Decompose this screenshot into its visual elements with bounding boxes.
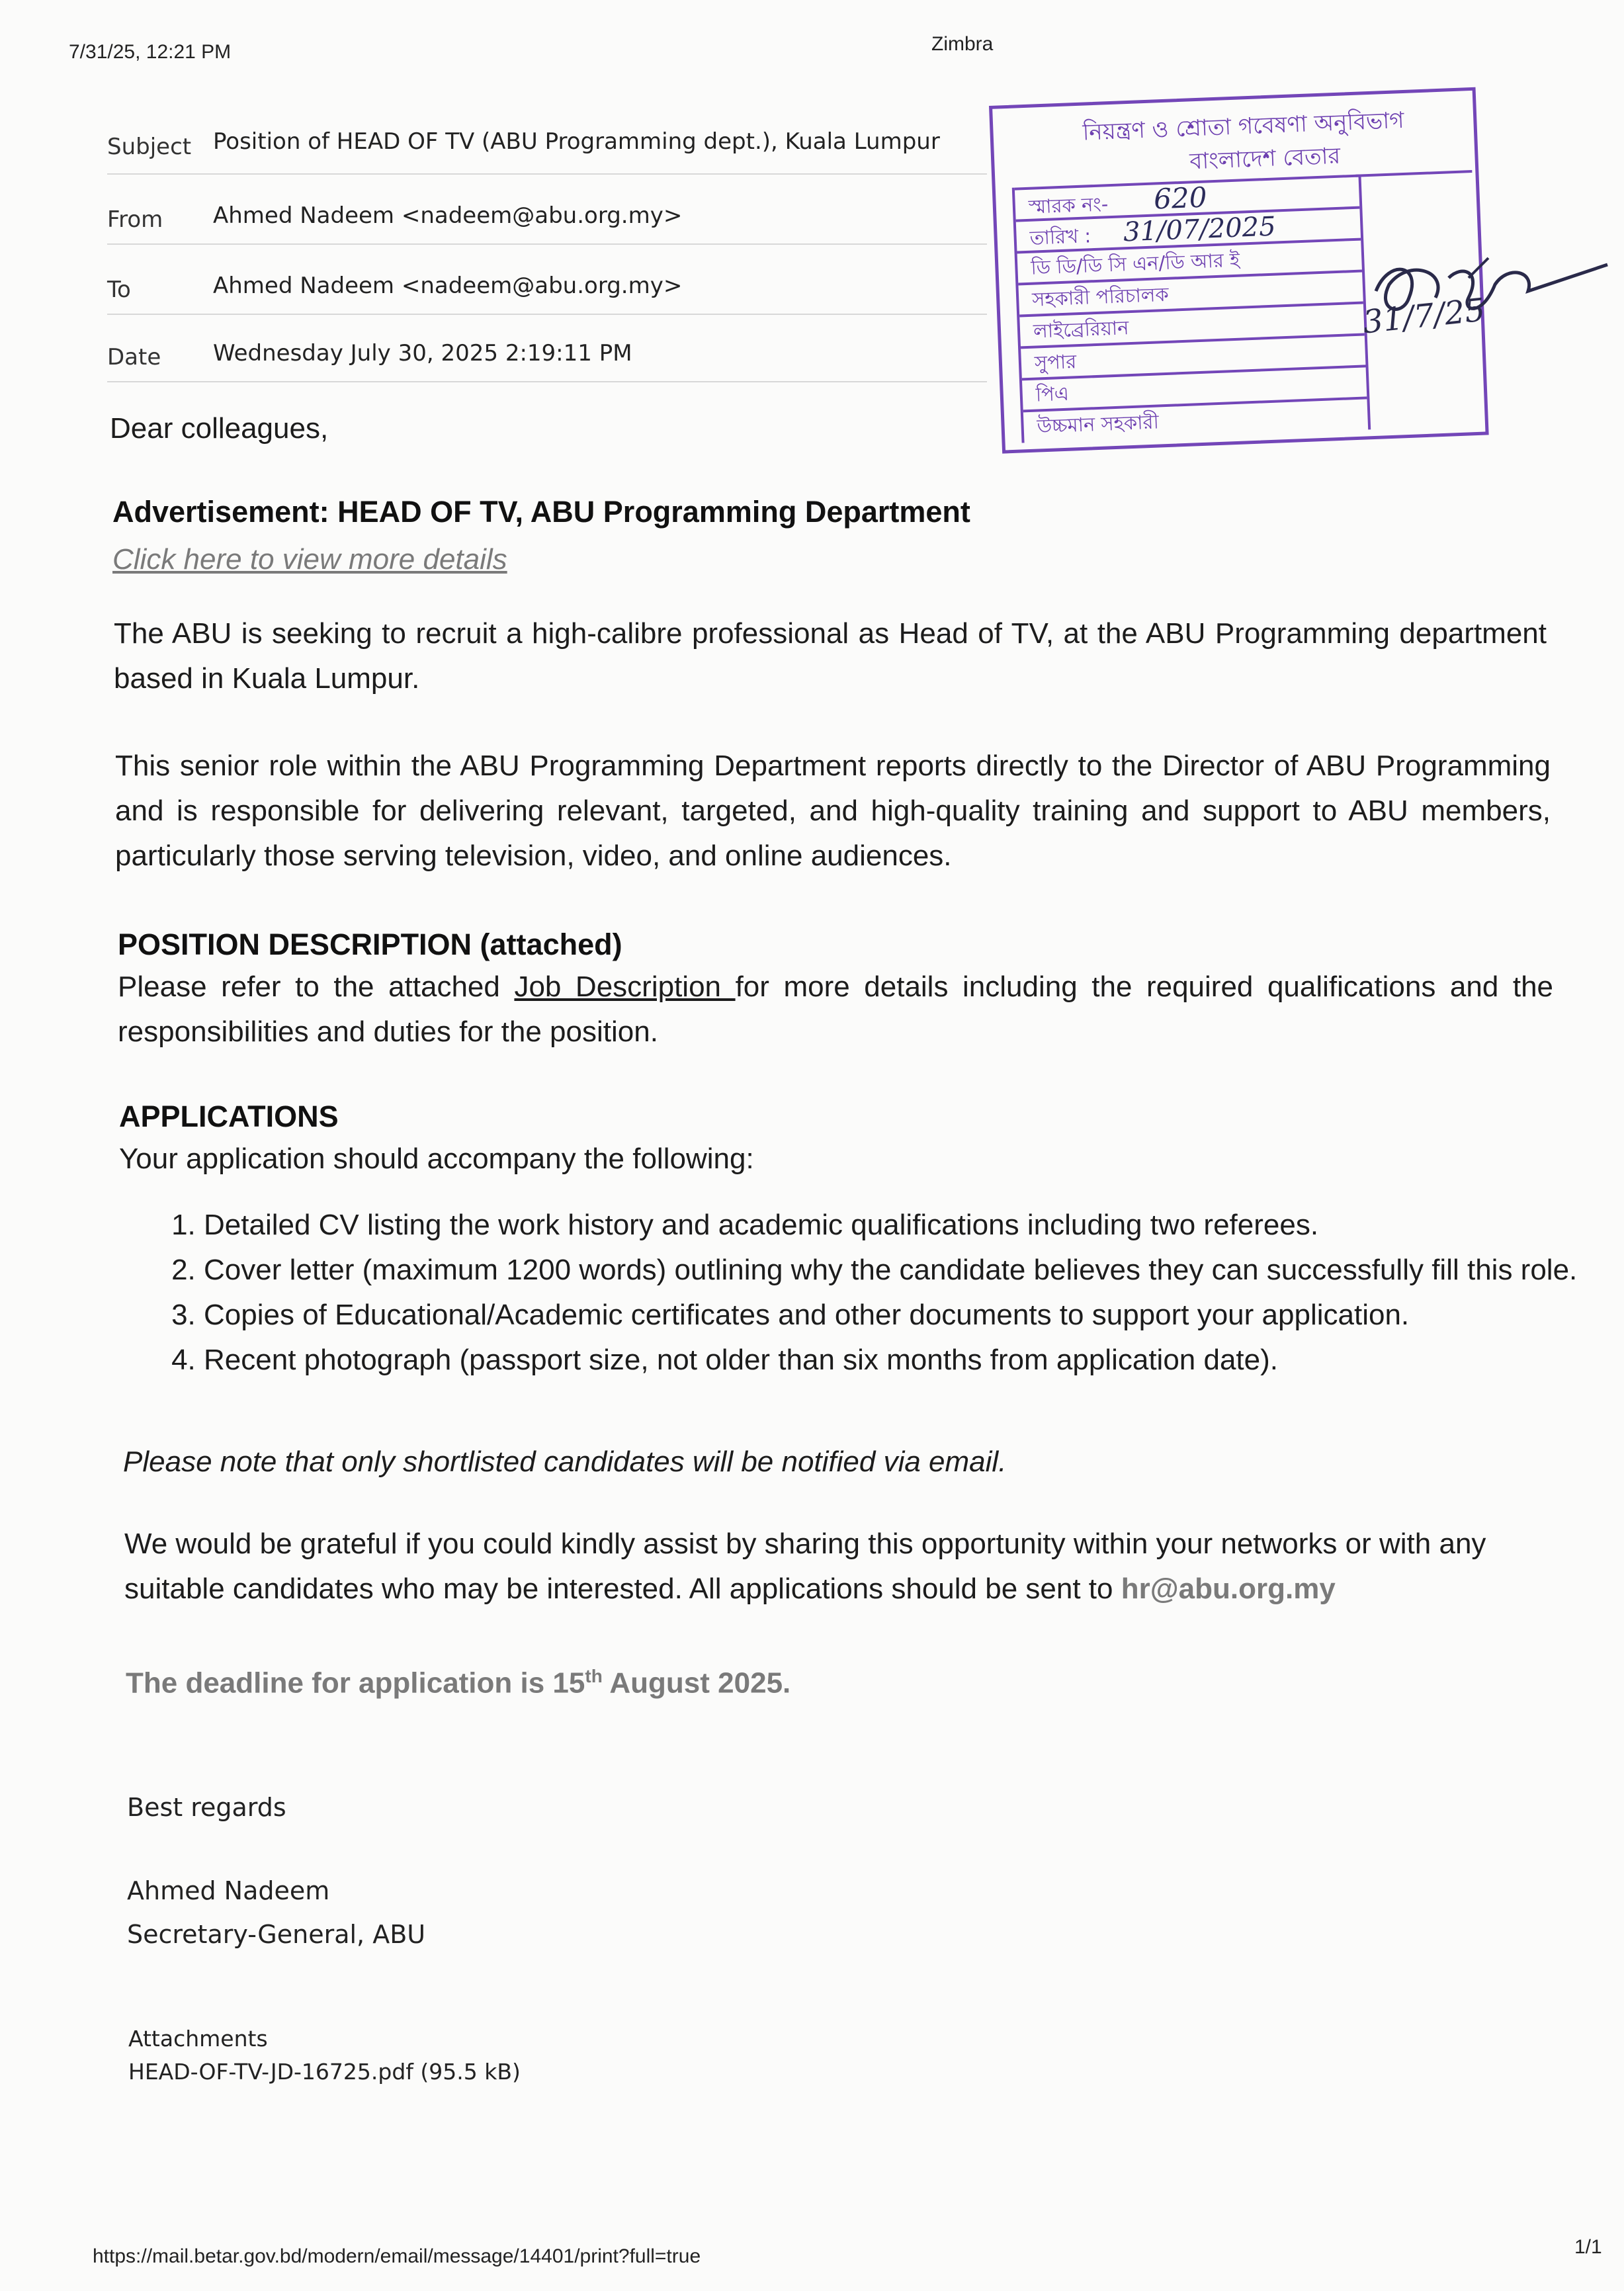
date-label: Date	[107, 344, 161, 370]
stamp-handwritten-date: 31/07/2025	[1123, 211, 1277, 248]
subject-label: Subject	[107, 134, 192, 160]
list-item: 2. Cover letter (maximum 1200 words) outlining why the candidate believes they can successfully fill this role.	[204, 1248, 1624, 1293]
position-paragraph: Please refer to the attached Job Description for more details including the required qualifications and the responsibilities and duties for the position.	[118, 971, 1554, 1048]
from-value: Ahmed Nadeem <nadeem@abu.org.my>	[213, 202, 683, 229]
sender-title: Secretary-General, ABU	[127, 1920, 426, 1949]
list-item: 3. Copies of Educational/Academic certificates and other documents to support your application.	[204, 1293, 1624, 1338]
stamp-row: পিএ	[1035, 382, 1070, 406]
date-value: Wednesday July 30, 2025 2:19:11 PM	[213, 340, 632, 367]
from-label: From	[107, 206, 163, 233]
sender-name: Ahmed Nadeem	[127, 1876, 330, 1905]
attachment-file[interactable]: HEAD-OF-TV-JD-16725.pdf (95.5 kB)	[128, 2059, 521, 2085]
intro-paragraph: The ABU is seeking to recruit a high-calibre professional as Head of TV, at the ABU Programming department based in Kuala Lumpur.	[114, 617, 1547, 695]
stamp-title-line1: নিয়ন্ত্রণ ও শ্রোতা গবেষণা অনুবিভাগ	[1082, 107, 1405, 146]
app-name: Zimbra	[931, 33, 994, 55]
to-label: To	[107, 277, 131, 303]
list-item: 4. Recent photograph (passport size, not older than six months from application date).	[204, 1338, 1624, 1383]
details-link[interactable]: Click here to view more details	[112, 543, 507, 576]
page-number: 1/1	[1574, 2236, 1602, 2258]
deadline: The deadline for application is 15th August 2025.	[126, 1666, 791, 1700]
requirements-list	[132, 1203, 1624, 1383]
position-heading: POSITION DESCRIPTION (attached)	[118, 928, 622, 961]
stamp-row: ডি ডি/ডি সি এন/ডি আর ই	[1030, 248, 1240, 279]
attachments-label: Attachments	[128, 2026, 268, 2052]
stamp-row: সহকারী পরিচালক	[1031, 282, 1170, 311]
ad-heading: Advertisement: HEAD OF TV, ABU Programming Department	[112, 495, 970, 529]
shortlist-note: Please note that only shortlisted candidates will be notified via email.	[123, 1446, 1007, 1478]
stamp-row: লাইব্রেরিয়ান	[1033, 316, 1130, 343]
stamp-row: স্মারক নং-	[1028, 193, 1109, 218]
print-url: https://mail.betar.gov.bd/modern/email/message/14401/print?full=true	[93, 2245, 701, 2267]
share-paragraph: We would be grateful if you could kindly assist by sharing this opportunity within your networks or with any suitable candidates who may be interested. All applications should be sent to hr@abu.org.my	[124, 1528, 1486, 1605]
stamp-handwritten-number: 620	[1153, 181, 1208, 216]
closing: Best regards	[127, 1793, 286, 1822]
stamp-row: উচ্চমান সহকারী	[1037, 410, 1160, 438]
greeting: Dear colleagues,	[110, 412, 329, 445]
subject-value: Position of HEAD OF TV (ABU Programming dept.), Kuala Lumpur	[213, 128, 940, 155]
applications-heading: APPLICATIONS	[119, 1100, 339, 1133]
stamp-row: সুপার	[1034, 350, 1077, 374]
signature-date: 31/7/25	[1361, 291, 1487, 341]
role-paragraph: This senior role within the ABU Programming Department reports directly to the Director of ABU Programming and is responsible for delivering relevant, targeted, and high-quality training and support to ABU members, particularly those serving television, video, and online audiences.	[115, 750, 1551, 872]
job-description-link[interactable]: Job Description	[514, 971, 736, 1003]
applications-intro: Your application should accompany the following:	[119, 1143, 754, 1175]
stamp-row: তারিখ :	[1029, 224, 1091, 249]
stamp-title-line2: বাংলাদেশ বেতার	[1189, 142, 1341, 175]
hr-email[interactable]: hr@abu.org.my	[1121, 1573, 1336, 1605]
list-item: 1. Detailed CV listing the work history and academic qualifications including two referees.	[204, 1203, 1624, 1248]
print-datetime: 7/31/25, 12:21 PM	[69, 41, 232, 63]
to-value: Ahmed Nadeem <nadeem@abu.org.my>	[213, 273, 683, 299]
